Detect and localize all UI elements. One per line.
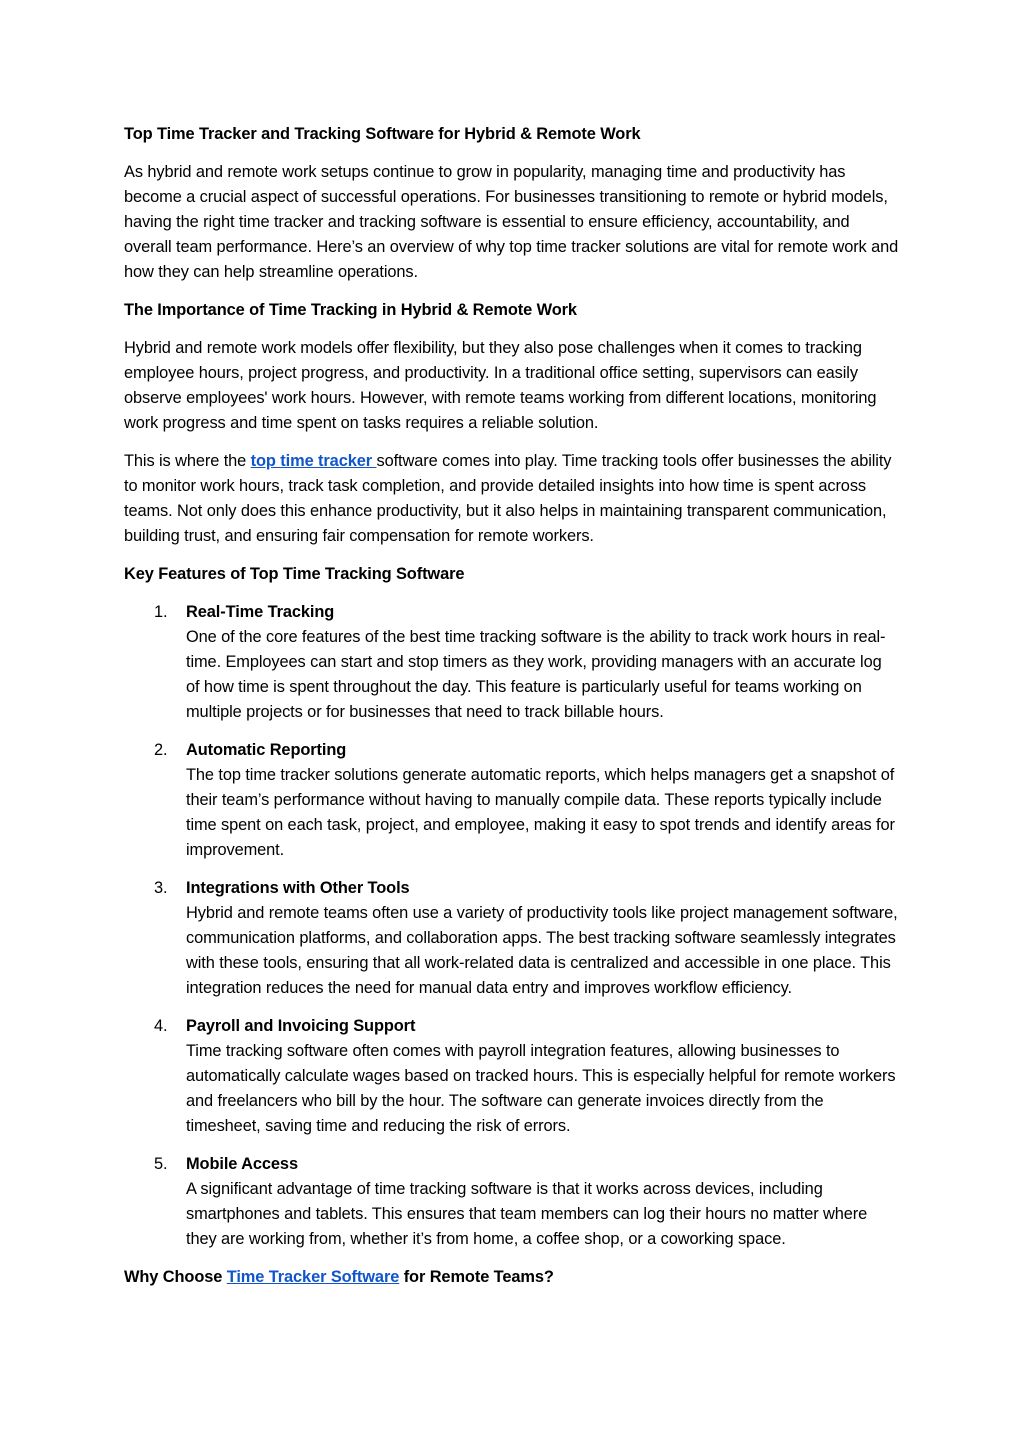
list-item-number: 1. (154, 603, 168, 621)
section-why-choose-heading (124, 1265, 899, 1290)
section-importance-heading: The Importance of Time Tracking in Hybrid & Remote Work (124, 301, 577, 319)
list-item-number: 4. (154, 1017, 168, 1035)
list-item (124, 738, 899, 863)
importance-paragraph-1: Hybrid and remote work models offer flexibility, but they also pose challenges when it comes to tracking employee hours, project progress, and productivity. In a traditional office setting, supervisors can easily observe employees' work hours. However, with remote teams working from different locations, monitoring work progress and time spent on tasks requires a reliable solution. (124, 339, 877, 432)
list-item (124, 600, 899, 725)
heading-text-after-link: for Remote Teams? (399, 1268, 554, 1286)
list-item-number: 3. (154, 879, 168, 897)
document-page (124, 122, 899, 1303)
list-item-body: The top time tracker solutions generate automatic reports, which helps managers get a snapshot of their team’s performance without having to manually compile data. These reports typically include time spent on each task, project, and employee, making it easy to spot trends and identify areas for improvement. (186, 766, 895, 859)
list-item-title: Mobile Access (186, 1155, 298, 1173)
list-item-body: Time tracking software often comes with payroll integration features, allowing businesses to automatically calculate wages based on tracked hours. This is especially helpful for remote workers and freelancers who bill by the hour. The software can generate invoices directly from the timesheet, saving time and reducing the risk of errors. (186, 1042, 896, 1135)
paragraph-text-before-link: This is where the (124, 452, 251, 470)
list-item-title: Real-Time Tracking (186, 603, 335, 621)
list-item (124, 876, 899, 1001)
key-features-list (124, 600, 899, 1252)
list-item-number: 2. (154, 741, 168, 759)
list-item-number: 5. (154, 1155, 168, 1173)
importance-paragraph-2 (124, 449, 899, 549)
list-item-body: Hybrid and remote teams often use a variety of productivity tools like project management software, communication platforms, and collaboration apps. The best tracking software seamlessly integrates with these tools, ensuring that all work-related data is centralized and accessible in one place. This integration reduces the need for manual data entry and improves workflow efficiency. (186, 904, 898, 997)
list-item (124, 1152, 899, 1252)
document-title: Top Time Tracker and Tracking Software for Hybrid & Remote Work (124, 125, 641, 143)
list-item-body: A significant advantage of time tracking software is that it works across devices, including smartphones and tablets. This ensures that team members can log their hours no matter where they are working from, whether it’s from home, a coffee shop, or a coworking space. (186, 1180, 868, 1248)
list-item-title: Integrations with Other Tools (186, 879, 410, 897)
list-item (124, 1014, 899, 1139)
paragraph-text-after-link: software comes into play. Time tracking tools offer businesses the ability to monitor work hours, track task completion, and provide detailed insights into how time is spent across teams. Not only does this enhance productivity, but it also helps in maintaining transparent communication, building trust, and ensuring fair compensation for remote workers. (124, 452, 892, 545)
intro-paragraph: As hybrid and remote work setups continue to grow in popularity, managing time and productivity has become a crucial aspect of successful operations. For businesses transitioning to remote or hybrid models, having the right time tracker and tracking software is essential to ensure efficiency, accountability, and overall team performance. Here’s an overview of why top time tracker solutions are vital for remote work and how they can help streamline operations. (124, 163, 899, 281)
list-item-title: Automatic Reporting (186, 741, 347, 759)
time-tracker-software-link[interactable]: Time Tracker Software (226, 1268, 400, 1286)
list-item-body: One of the core features of the best time tracking software is the ability to track work hours in real-time. Employees can start and stop timers as they work, providing managers with an accurate log of how time is spent throughout the day. This feature is particularly useful for teams working on multiple projects or for businesses that need to track billable hours. (186, 628, 886, 721)
list-item-title: Payroll and Invoicing Support (186, 1017, 416, 1035)
section-key-features-heading: Key Features of Top Time Tracking Software (124, 565, 465, 583)
heading-text-before-link: Why Choose (124, 1268, 227, 1286)
top-time-tracker-link[interactable]: top time tracker (250, 452, 377, 470)
